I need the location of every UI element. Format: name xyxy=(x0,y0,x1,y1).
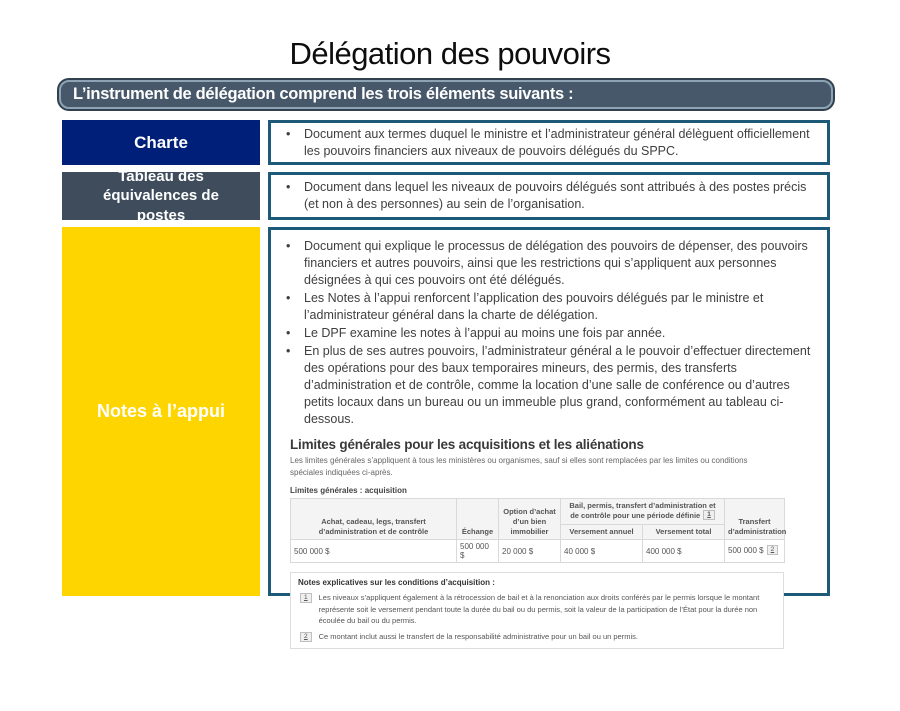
row-tableau-label: Tableau des équivalences de postes xyxy=(62,172,260,220)
limits-screenshot xyxy=(290,437,817,649)
col-header-transfert: Transfert d’administration xyxy=(725,499,785,540)
row-tableau-content xyxy=(268,172,830,220)
note-1 xyxy=(298,592,776,626)
row-notes xyxy=(62,227,830,641)
footnote-ref-1-icon: 1 xyxy=(703,510,715,520)
bullet-item: • Document dans lequel les niveaux de pouvoirs délégués sont attribués à des postes précis (et non à des personnes) au sein de l’organisation. xyxy=(277,179,821,213)
value-achat: 500 000 $ xyxy=(291,540,457,563)
col-header-versement-annuel: Versement annuel xyxy=(561,525,643,540)
col-header-bail-label: Bail, permis, transfert d’administration et de contrôle pour une période définie xyxy=(569,501,716,521)
col-header-achat: Achat, cadeau, legs, transfert d’administration et de contrôle xyxy=(291,499,457,540)
notes-title: Notes explicatives sur les conditions d’acquisition : xyxy=(298,578,495,588)
col-header-bail-group xyxy=(561,499,725,525)
col-header-versement-total: Versement total xyxy=(643,525,725,540)
value-transfert-amount: 500 000 $ xyxy=(728,545,764,555)
limits-intro: Les limites générales s’appliquent à tous les ministères ou organismes, sauf si elles sont remplacées par les limites ou conditions spéciales indiquées ci-après. xyxy=(290,456,748,477)
footnote-marker-2: 2 xyxy=(300,632,312,642)
footnote-ref-2-icon: 2 xyxy=(767,545,779,555)
limits-table-label: Limites générales : acquisition xyxy=(290,486,407,495)
value-echange: 500 000 $ xyxy=(457,540,499,563)
row-charte xyxy=(62,120,830,165)
note-2 xyxy=(298,631,776,642)
bullet-item: • En plus de ses autres pouvoirs, l’administrateur général a le pouvoir d’effectuer directement des opérations pour des baux temporaires mineurs, des permis, des transferts d’administration et de contrôle, comme la location d’une salle de conférence ou d’autres petits locaux dans un bureau ou un immeuble plus grand, conformément au tableau ci-dessous. xyxy=(277,343,821,428)
bullet-item: • Document qui explique le processus de délégation des pouvoirs de dépenser, des pouvoirs financiers et autres pouvoirs, ainsi que les restrictions qui s’appliquent aux personnes désignées à qui ces pouvoirs ont été délégués. xyxy=(277,238,821,289)
col-header-option: Option d’achat d’un bien immobilier xyxy=(499,499,561,540)
banner xyxy=(59,80,833,109)
value-transfert xyxy=(725,540,785,563)
row-charte-label: Charte xyxy=(62,120,260,165)
value-versement-annuel: 40 000 $ xyxy=(561,540,643,563)
bullet-item: • Les Notes à l’appui renforcent l’application des pouvoirs délégués par le ministre et l’administrateur général dans la charte de délégation. xyxy=(277,290,821,324)
limits-heading: Limites générales pour les acquisitions et les aliénations xyxy=(290,437,644,452)
note-1-text: Les niveaux s’appliquent également à la rétrocession de bail et à la renonciation aux droits conférés par le permis lorsque le montant représente soit le versement pendant toute la durée du bail ou du permis, soit la valeur de la participation de l’État pour la durée non écoulée du bail ou du permis. xyxy=(318,593,760,625)
footnote-marker-1: 1 xyxy=(300,593,312,603)
bullet-list xyxy=(277,238,821,428)
row-notes-label: Notes à l’appui xyxy=(62,227,260,596)
bullet-list xyxy=(277,125,821,161)
bullet-item: • Document aux termes duquel le ministre et l’administrateur général délèguent officiellement les pouvoirs financiers aux niveaux de pouvoirs délégués du SPPC. xyxy=(277,126,821,160)
row-tableau xyxy=(62,167,830,224)
col-header-echange: Échange xyxy=(457,499,499,540)
row-notes-content xyxy=(268,227,830,641)
value-option: 20 000 $ xyxy=(499,540,561,563)
note-2-text: Ce montant inclut aussi le transfert de la responsabilité administrative pour un bail ou un permis. xyxy=(318,632,638,641)
slide xyxy=(0,36,900,711)
table-data-row xyxy=(291,540,785,563)
rows-container xyxy=(62,120,830,641)
explanatory-notes xyxy=(290,572,784,649)
limits-table xyxy=(290,498,785,563)
page-title: Délégation des pouvoirs xyxy=(289,36,611,71)
bullet-list xyxy=(277,178,821,214)
row-charte-content xyxy=(268,120,830,165)
table-header-row xyxy=(291,499,785,525)
bullet-item: • Le DPF examine les notes à l’appui au moins une fois par année. xyxy=(277,325,821,342)
value-versement-total: 400 000 $ xyxy=(643,540,725,563)
banner-text: L’instrument de délégation comprend les trois éléments suivants : xyxy=(73,85,574,103)
